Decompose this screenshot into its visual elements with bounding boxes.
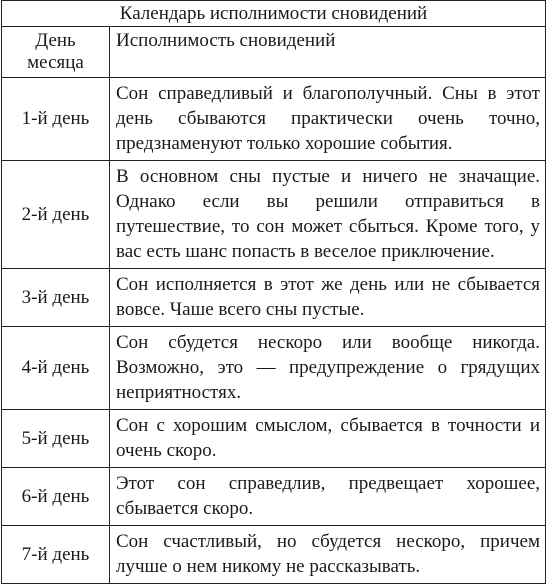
row-day: 2-й день	[2, 161, 110, 269]
table-row	[2, 410, 546, 468]
dream-calendar-table	[1, 0, 546, 584]
table-title: Календарь исполнимости сновидений	[2, 1, 546, 27]
table-row	[2, 269, 546, 327]
table-header-row	[2, 27, 546, 78]
row-description: В основном сны пустые и ничего не значащие. Однако если вы решили отправиться в путешествие, то сон может сбыться. Кроме того, у вас есть шанс попасть в веселое приключение.	[110, 161, 546, 269]
header-day-line2: месяца	[27, 52, 84, 73]
row-description: Сон сбудется нескоро или вообще никогда. Возможно, это — предупреждение о грядущих неприятностях.	[110, 327, 546, 410]
header-description: Исполнимость сновидений	[110, 27, 546, 78]
row-day: 1-й день	[2, 78, 110, 161]
table-row	[2, 327, 546, 410]
row-day: 7-й день	[2, 526, 110, 584]
row-day: 4-й день	[2, 327, 110, 410]
table-row	[2, 468, 546, 526]
row-description: Сон справедливый и благополучный. Сны в этот день сбываются практически очень точно, предзнаменуют только хорошие события.	[110, 78, 546, 161]
row-description: Этот сон справедлив, предвещает хорошее, сбывается скоро.	[110, 468, 546, 526]
header-day-line1: День	[35, 30, 76, 51]
row-description: Сон с хорошим смыслом, сбывается в точности и очень скоро.	[110, 410, 546, 468]
row-description: Сон исполняется в этот же день или не сбывается вовсе. Чаше всего сны пустые.	[110, 269, 546, 327]
table-row	[2, 526, 546, 584]
row-day: 3-й день	[2, 269, 110, 327]
row-description: Сон счастливый, но сбудется нескоро, причем лучше о нем никому не рассказывать.	[110, 526, 546, 584]
row-day: 5-й день	[2, 410, 110, 468]
table-row	[2, 161, 546, 269]
table-caption-row	[2, 1, 546, 27]
table-row	[2, 78, 546, 161]
row-day: 6-й день	[2, 468, 110, 526]
header-day-of-month	[2, 27, 110, 78]
